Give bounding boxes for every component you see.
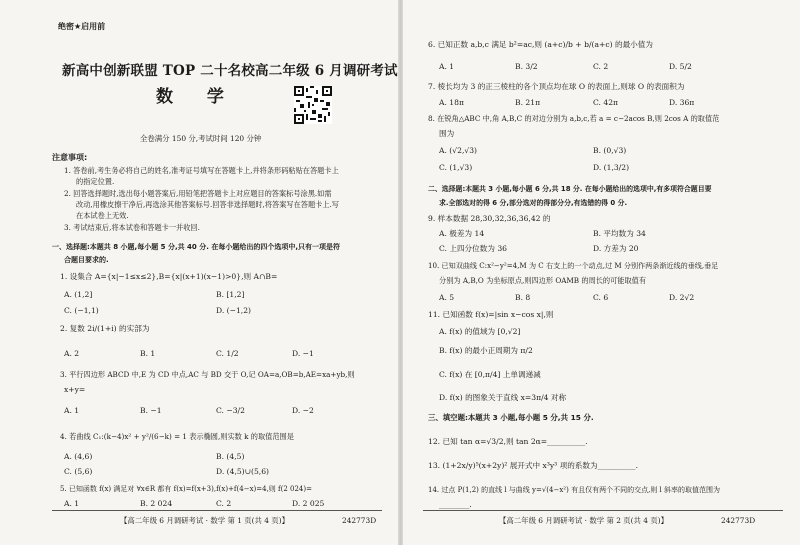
option: C. 2	[216, 499, 232, 508]
question-5: 5. 已知函数 f(x) 满足对 ∀x∈R 都有 f(x)=f(x+3),f(x)+f(4−x)=4,则 f(2 024)=	[60, 485, 312, 493]
question-11: 11. 已知函数 f(x)=|sin x−cos x|,则	[428, 310, 554, 319]
page-1	[0, 0, 398, 545]
footer-rule	[52, 510, 382, 511]
subject-title: 数 学	[156, 87, 238, 107]
exam-title: 新高中创新联盟 TOP 二十名校高二年级 6 月调研考试	[62, 63, 398, 79]
section-1-heading-cont: 合题目要求的.	[64, 256, 109, 264]
question-9: 9. 样本数据 28,30,32,36,36,42 的	[428, 214, 551, 223]
question-3: 3. 平行四边形 ABCD 中,E 为 CD 中点,AC 与 BD 交于 O,记 OA=a,OB=b,AE=xa+yb,则	[60, 370, 355, 379]
paper-code: 242773D	[342, 516, 377, 525]
option: A. 极差为 14	[439, 229, 485, 238]
option: C. 6	[593, 293, 609, 302]
footer-rule	[423, 510, 783, 511]
note-line: 改动,用橡皮擦干净后,再选涂其他答案标号.回答非选择题时,将答案写在答题卡上.写	[76, 200, 339, 209]
option: A. (1,2]	[64, 290, 93, 299]
option: A. 1	[439, 62, 455, 71]
section-3-heading: 三、填空题:本题共 3 小题,每小题 5 分,共 15 分.	[428, 413, 594, 422]
note-line: 1. 答卷前,考生务必将自己的姓名,准考证号填写在答题卡上,并将条形码粘贴在答题卡上	[64, 166, 339, 175]
question-10-cont: 分别为 A,B,O 为坐标原点,则四边形 OAMB 的周长的可能取值有	[439, 276, 647, 285]
option: A. 5	[439, 293, 455, 302]
question-3-cont: x+y=	[64, 385, 86, 394]
option: B. f(x) 的最小正周期为 π/2	[439, 346, 533, 355]
question-14-blank: ________.	[439, 500, 472, 509]
option: A. 1	[64, 499, 80, 508]
option: A. (4,6)	[64, 452, 93, 461]
option: C. (5,6)	[64, 467, 93, 476]
question-8-cont: 围为	[439, 129, 455, 138]
option: B. 8	[515, 293, 531, 302]
option: C. (1,√3)	[439, 163, 473, 172]
question-4: 4. 若曲线 C₁:(k−4)x² + y²/(6−k) = 1 表示椭圆,则实数 k 的取值范围是	[60, 432, 294, 441]
option: D. (4,5)∪(5,6)	[216, 467, 270, 476]
note-line: 在本试卷上无效.	[76, 211, 129, 220]
section-2-heading: 二、选择题:本题共 3 小题,每小题 6 分,共 18 分. 在每小题给出的选项中,有多项符合题目要	[428, 185, 712, 193]
option: D. −2	[292, 406, 314, 415]
page-footer: 【高二年级 6 月调研考试 · 数学 第 1 页(共 4 页)】	[120, 516, 290, 525]
option: D. −1	[292, 349, 314, 358]
option: D. 方差为 20	[593, 244, 639, 253]
page-footer: 【高二年级 6 月调研考试 · 数学 第 2 页(共 4 页)】	[499, 516, 669, 525]
confidential-label: 绝密★启用前	[58, 22, 106, 31]
question-10: 10. 已知双曲线 C:x²−y²=4,M 为 C 右支上的一个动点,过 M 分别作两条渐近线的垂线,垂足	[428, 261, 719, 270]
question-14: 14. 过点 P(1,2) 的直线 l 与曲线 y=√(4−x²) 有且仅有两个不同的交点,则 l 斜率的取值范围为	[428, 486, 720, 494]
question-1: 1. 设集合 A={x|−1≤x≤2},B={x|(x+1)(x−1)>0},则 A∩B=	[60, 272, 278, 281]
option: D. (1,3/2)	[593, 163, 630, 172]
paper-code: 242773D	[721, 516, 756, 525]
option: A. f(x) 的值域为 [0,√2]	[439, 327, 521, 336]
question-8: 8. 在锐角△ABC 中,角 A,B,C 的对边分别为 a,b,c,若 a = c−2acos B,则 2cos A 的取值范	[428, 114, 720, 123]
option: B. 1	[140, 349, 156, 358]
section-2-heading-cont: 求.全部选对的得 6 分,部分选对的得部分分,有选错的得 0 分.	[439, 199, 628, 207]
option: D. 2√2	[669, 293, 695, 302]
qr-code-icon	[294, 86, 332, 124]
option: D. f(x) 的图象关于直线 x=3π/4 对称	[439, 393, 567, 402]
option: A. 1	[64, 406, 80, 415]
option: B. (0,√3)	[593, 146, 627, 155]
note-line: 的指定位置.	[76, 177, 115, 186]
note-line: 3. 考试结束后,将本试卷和答题卡一并收回.	[64, 223, 200, 232]
question-2: 2. 复数 2i/(1+i) 的实部为	[60, 324, 150, 333]
option: B. 平均数为 34	[593, 229, 646, 238]
option: B. 3/2	[515, 62, 538, 71]
option: A. (√2,√3)	[439, 146, 477, 155]
option: B. 2 024	[140, 499, 173, 508]
option: A. 2	[64, 349, 80, 358]
note-line: 2. 回答选择题时,选出每小题答案后,用铅笔把答题卡上对应题目的答案标号涂黑.如需	[64, 189, 332, 198]
option: B. −1	[140, 406, 162, 415]
option: C. f(x) 在 [0,π/4] 上单调递减	[439, 370, 541, 379]
option: D. 36π	[669, 98, 695, 107]
option: C. −3/2	[216, 406, 245, 415]
question-7: 7. 棱长均为 3 的正三棱柱的各个顶点均在球 O 的表面上,则球 O 的表面积为	[428, 82, 685, 91]
page-2	[403, 0, 800, 545]
option: C. 42π	[593, 98, 619, 107]
question-6: 6. 已知正数 a,b,c 满足 b²=ac,则 (a+c)/b + b/(a+c) 的最小值为	[428, 40, 653, 49]
option: B. 21π	[515, 98, 541, 107]
option: C. 上四分位数为 36	[439, 244, 508, 253]
option: A. 18π	[439, 98, 464, 107]
option: D. 2 025	[292, 499, 325, 508]
section-1-heading: 一、选择题:本题共 8 小题,每小题 5 分,共 40 分. 在每小题给出的四个选项中,只有一项是符	[52, 243, 340, 251]
question-13: 13. (1+2x/y)⁵(x+2y)² 展开式中 x³y³ 项的系数为__________.	[428, 461, 638, 470]
option: C. 2	[593, 62, 609, 71]
option: C. 1/2	[216, 349, 239, 358]
option: B. (4,5)	[216, 452, 245, 461]
question-12: 12. 已知 tan α=√3/2,则 tan 2α=__________.	[428, 437, 588, 446]
option: B. [1,2]	[216, 290, 245, 299]
option: D. 5/2	[669, 62, 692, 71]
option: D. (−1,2)	[216, 306, 252, 315]
notes-heading: 注意事项:	[52, 153, 88, 162]
option: C. (−1,1)	[64, 306, 99, 315]
score-info: 全卷满分 150 分,考试时间 120 分钟	[140, 134, 262, 143]
